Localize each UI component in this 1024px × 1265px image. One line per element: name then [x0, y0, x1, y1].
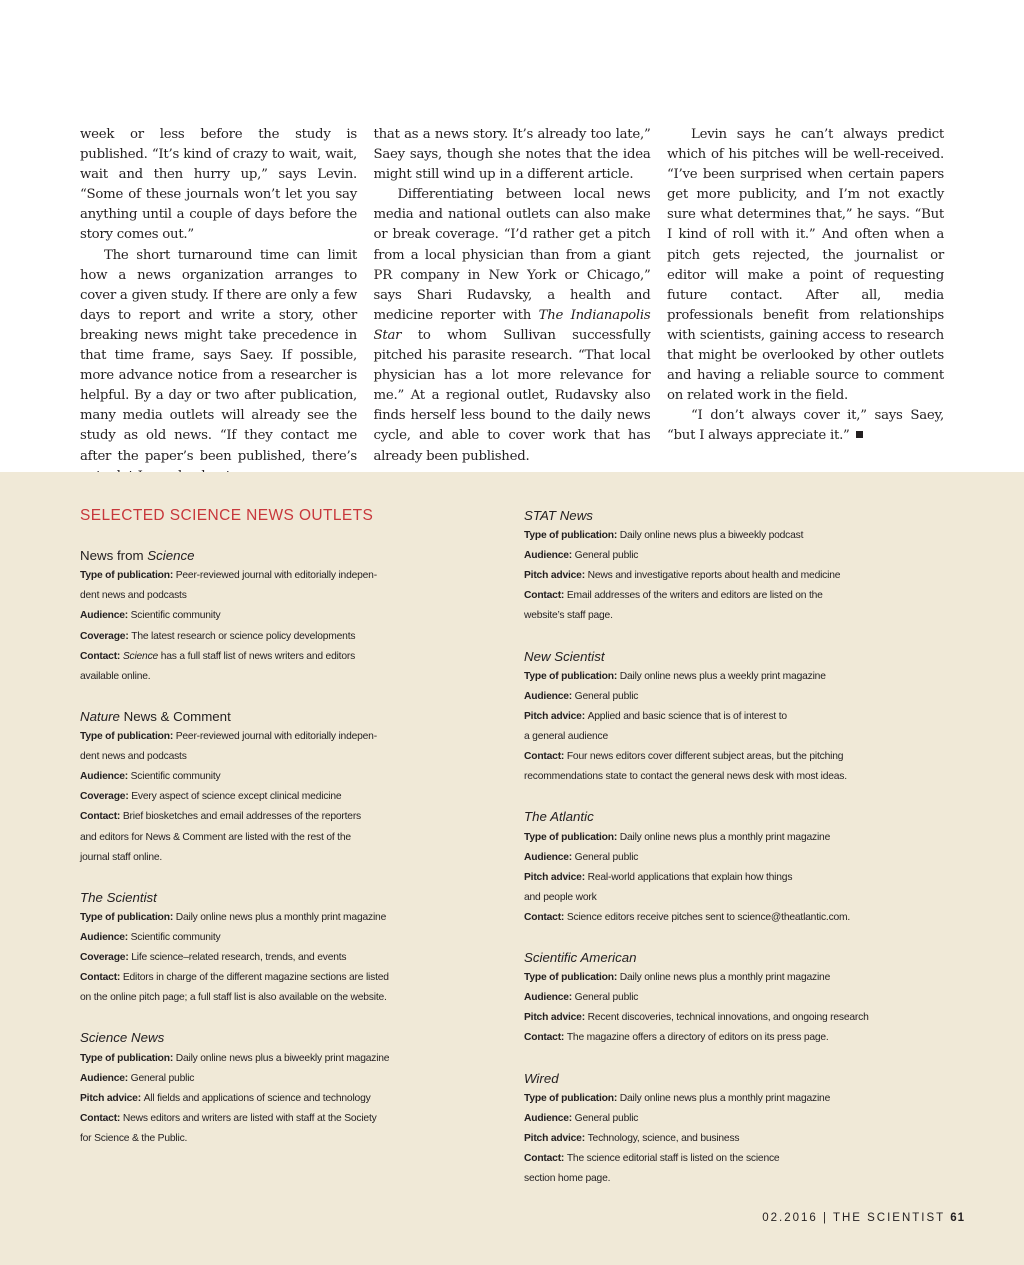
field-label: Type of publication:	[524, 1092, 620, 1104]
field-label: Type of publication:	[80, 570, 176, 582]
article-paragraph: The short turnaround time can limit how a news organization arranges to cover a given study. If there are only a few days to report and write a story, other breaking news might take precedence in that time frame, says Saey. If possible, more advance notice from a researcher is helpful. By a day or two after publication, many media outlets will already see the study as old news. “If they contact me after the paper’s been published, there’s	[80, 247, 357, 464]
sidebar-heading: SELECTED SCIENCE NEWS OUTLETS	[80, 507, 374, 524]
field-label: Type of publication:	[524, 530, 620, 542]
outlet-detail-line: Audience: General public	[80, 1072, 195, 1084]
field-label: Pitch advice:	[524, 710, 588, 722]
outlet-detail-line: dent news and podcasts	[80, 751, 187, 763]
field-label: Pitch advice:	[524, 871, 588, 883]
article-paragraph: week or less before the study is published. “It’s kind of crazy to wait, wait, wait and then hurry up,” says Levin. “Some of these journals won’t let you say anything until a couple of days before the story comes out.”	[80, 127, 357, 243]
outlet-detail-line: Pitch advice: All fields and applications of science and technology	[80, 1092, 371, 1104]
outlet-detail-line: a general audience	[524, 731, 608, 743]
outlets-sidebar	[0, 472, 1024, 1265]
outlet-detail-line: Audience: General public	[524, 992, 639, 1004]
outlet-detail-line: dent news and podcasts	[80, 590, 187, 602]
outlet-detail-line: Coverage: Every aspect of science except clinical medicine	[80, 791, 342, 803]
field-label: Pitch advice:	[524, 1012, 588, 1024]
field-label: Audience:	[80, 1072, 131, 1084]
field-label: Coverage:	[80, 630, 132, 642]
outlet-detail-line: Contact: Science editors receive pitches sent to science@theatlantic.com.	[524, 911, 851, 923]
field-label: Audience:	[524, 851, 575, 863]
field-label: Type of publication:	[80, 731, 176, 743]
outlet-entry	[524, 506, 954, 627]
article-body	[80, 125, 944, 464]
outlet-detail-line: Type of publication: Peer-reviewed journal with editorially indepen-	[80, 570, 377, 582]
article-column-2	[373, 125, 651, 464]
field-label: Contact:	[80, 811, 123, 823]
outlet-detail-line: Type of publication: Peer-reviewed journal with editorially indepen-	[80, 731, 377, 743]
outlet-entry	[524, 647, 954, 788]
outlet-detail-line: Contact: Four news editors cover different subject areas, but the pitching	[524, 751, 844, 763]
field-label: Audience:	[80, 771, 131, 783]
outlet-entry	[80, 707, 510, 868]
outlet-detail-line: Audience: General public	[524, 851, 639, 863]
outlet-detail-line: Pitch advice: Applied and basic science that is of interest to	[524, 710, 787, 722]
article-paragraph: “I don’t always cover it,” says Saey, “but I always appreciate it.”	[667, 408, 944, 444]
field-label: Audience:	[80, 610, 131, 622]
outlet-detail-line: Pitch advice: News and investigative reports about health and medicine	[524, 570, 841, 582]
outlet-name: Nature News & Comment	[80, 708, 231, 724]
page-footer	[762, 1212, 965, 1224]
outlet-detail-line: Type of publication: Daily online news plus a biweekly podcast	[524, 530, 804, 542]
outlet-detail-line: available online.	[80, 670, 151, 682]
field-label: Type of publication:	[524, 972, 620, 984]
outlet-entry	[80, 1028, 510, 1149]
outlet-name: The Scientist	[80, 889, 157, 905]
outlet-detail-line: Coverage: The latest research or science policy developments	[80, 630, 356, 642]
outlet-detail-line: Type of publication: Daily online news plus a monthly print magazine	[80, 911, 387, 923]
outlet-name: The Atlantic	[524, 809, 594, 825]
outlet-list-left	[80, 546, 510, 1149]
outlet-detail-line: Pitch advice: Recent discoveries, technical innovations, and ongoing research	[524, 1012, 869, 1024]
outlet-detail-line: Audience: Scientific community	[80, 610, 221, 622]
end-mark-icon	[856, 431, 863, 438]
outlet-detail-line: section home page.	[524, 1173, 611, 1185]
outlet-detail-line: Type of publication: Daily online news plus a monthly print magazine	[524, 831, 831, 843]
outlet-detail-line: Contact: Editors in charge of the different magazine sections are listed	[80, 972, 389, 984]
outlet-detail-line: Audience: General public	[524, 690, 639, 702]
outlet-detail-line: Contact: The magazine offers a directory of editors on its press page.	[524, 1032, 829, 1044]
footer-publication: 02.2016 | THE SCIENTIST	[762, 1212, 945, 1224]
outlet-detail-line: website’s staff page.	[524, 610, 613, 622]
outlet-detail-line: on the online pitch page; a full staff list is also available on the website.	[80, 992, 387, 1004]
sidebar-right-column	[524, 506, 954, 1209]
outlet-detail-line: Contact: Brief biosketches and email addresses of the reporters	[80, 811, 361, 823]
sidebar-left-column	[80, 506, 510, 1169]
field-label: Type of publication:	[80, 1052, 176, 1064]
page-number: 61	[950, 1212, 965, 1224]
field-label: Audience:	[524, 992, 575, 1004]
article-column-1	[80, 125, 357, 464]
outlet-detail-line: Pitch advice: Technology, science, and business	[524, 1132, 740, 1144]
outlet-detail-line: Pitch advice: Real-world applications that explain how things	[524, 871, 793, 883]
outlet-entry	[524, 948, 954, 1048]
field-label: Pitch advice:	[524, 570, 588, 582]
outlet-detail-line: Audience: General public	[524, 550, 639, 562]
article-paragraph: Levin says he can’t always predict which of his pitches will be well-received. “I’ve been surprised when certain papers get more publicity, and I’m not exactly sure what determines that,” he says. “But I kind of roll with it.” And often when a pitch gets rejected, the journalist or editor will make a point of requesting future contact. After all, media professionals benefit from relationships with scientists, gaining access to research that might be overlooked by other outlets and having a reliable source to comment on related work in the field.	[667, 127, 944, 404]
outlet-name: New Scientist	[524, 648, 605, 664]
field-label: Contact:	[524, 751, 567, 763]
outlet-name: Scientific American	[524, 950, 637, 966]
field-label: Coverage:	[80, 952, 132, 964]
field-label: Audience:	[524, 690, 575, 702]
field-label: Contact:	[524, 911, 567, 923]
outlet-detail-line: Contact: The science editorial staff is listed on the science	[524, 1153, 780, 1164]
article-column-3	[667, 125, 944, 450]
outlet-detail-line: Audience: Scientific community	[80, 931, 221, 943]
outlet-entry	[524, 807, 954, 928]
outlet-detail-line: Contact: News editors and writers are listed with staff at the Society	[80, 1112, 377, 1124]
outlet-detail-line: and people work	[524, 891, 597, 903]
field-label: Type of publication:	[524, 670, 620, 682]
outlet-entry	[524, 1069, 954, 1190]
field-label: Contact:	[80, 972, 123, 984]
outlet-name: Science News	[80, 1030, 165, 1046]
outlet-name: News from Science	[80, 548, 195, 564]
outlet-detail-line: Audience: General public	[524, 1112, 639, 1124]
outlet-entry	[80, 546, 510, 687]
outlet-detail-line: and editors for News & Comment are listed with the rest of the	[80, 831, 351, 843]
outlet-list-right	[524, 506, 954, 1189]
field-label: Pitch advice:	[80, 1092, 144, 1104]
outlet-detail-line: Coverage: Life science–related research, trends, and events	[80, 952, 347, 964]
field-label: Contact:	[524, 1032, 567, 1044]
field-label: Type of publication:	[524, 831, 620, 843]
outlet-detail-line: Audience: Scientific community	[80, 771, 221, 783]
outlet-name: STAT News	[524, 508, 593, 523]
field-label: Audience:	[524, 1112, 575, 1124]
outlet-detail-line: Contact: Science has a full staff list of news writers and editors	[80, 650, 356, 662]
field-label: Audience:	[80, 931, 131, 943]
outlet-detail-line: recommendations state to contact the general news desk with most ideas.	[524, 771, 847, 783]
field-label: Audience:	[524, 550, 575, 562]
outlet-detail-line: Contact: Email addresses of the writers and editors are listed on the	[524, 590, 823, 602]
field-label: Contact:	[80, 650, 123, 662]
field-label: Contact:	[80, 1112, 123, 1124]
outlet-detail-line: Type of publication: Daily online news plus a monthly print magazine	[524, 972, 831, 984]
outlet-detail-line: Type of publication: Daily online news plus a weekly print magazine	[524, 670, 826, 682]
field-label: Coverage:	[80, 791, 132, 803]
field-label: Type of publication:	[80, 911, 176, 923]
article-paragraph: that as a news story. It’s already too late,” Saey says, though she notes that the idea might still wind up in a different article.	[373, 127, 651, 183]
outlet-detail-line: journal staff online.	[80, 851, 163, 863]
outlet-detail-line: Type of publication: Daily online news plus a monthly print magazine	[524, 1092, 831, 1104]
outlet-detail-line: for Science & the Public.	[80, 1132, 188, 1144]
field-label: Contact:	[524, 1153, 567, 1164]
outlet-name: Wired	[524, 1070, 559, 1086]
field-label: Pitch advice:	[524, 1132, 588, 1144]
article-paragraph: Differentiating between local news media and national outlets can also make or break coverage. “I’d rather get a pitch from a local physician than from a giant PR company in New York or Chicago,” says Shari Rudavsky, a health and medicine reporter with The Indianapolis Star to whom Sullivan successfully pitched his parasite research. “That local physician has a lot more relevance for me.” At a regional outlet, Rudavsky also finds herself less bound to the daily news cycle, and able to cover work that has already been published.	[373, 187, 651, 464]
outlet-entry	[80, 888, 510, 1009]
outlet-detail-line: Type of publication: Daily online news plus a biweekly print magazine	[80, 1052, 390, 1064]
field-label: Contact:	[524, 590, 567, 602]
